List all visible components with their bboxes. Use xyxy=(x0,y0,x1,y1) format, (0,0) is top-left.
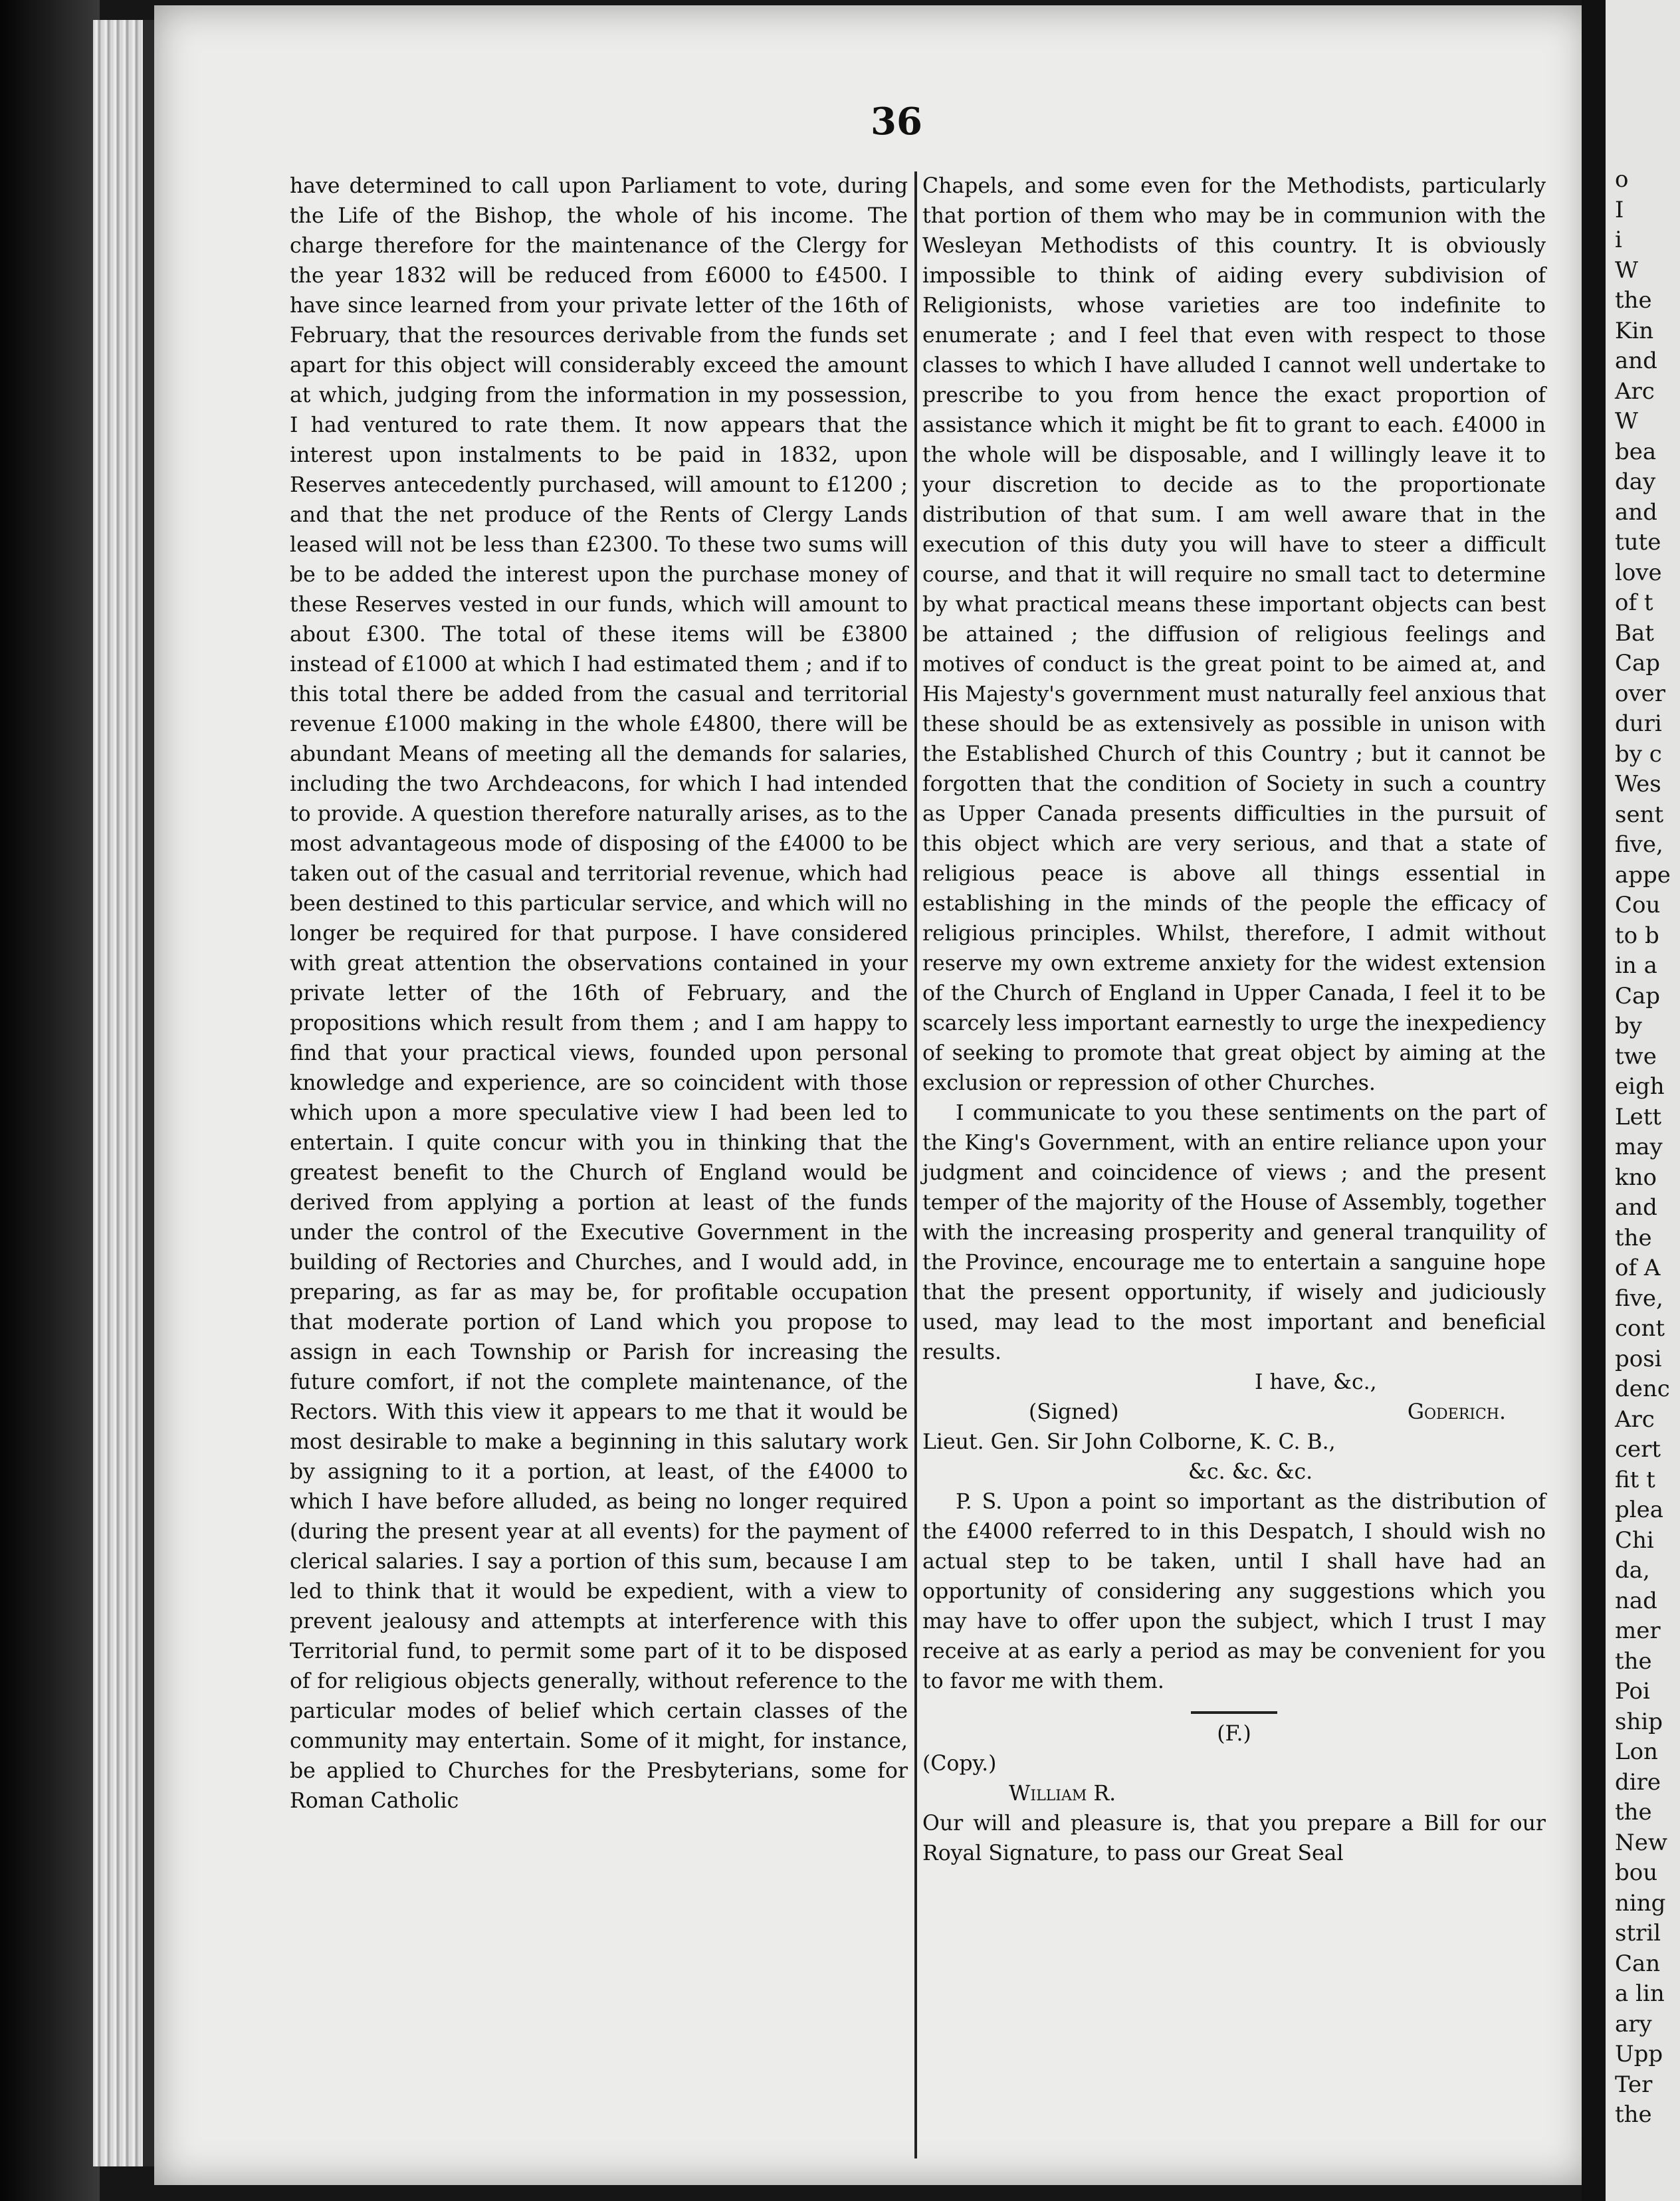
adjacent-page-text: love xyxy=(1615,559,1662,586)
addressee-line-2: &c. &c. &c. xyxy=(1188,1460,1313,1484)
adjacent-page-text: sent xyxy=(1615,801,1664,828)
adjacent-page-text: the xyxy=(1615,1224,1652,1251)
signature-row xyxy=(922,1398,1546,1427)
adjacent-page-text: Can xyxy=(1615,1950,1661,1977)
adjacent-page-text: Cou xyxy=(1615,892,1661,918)
signed-label: (Signed) xyxy=(1029,1400,1119,1424)
signatory-name: Goderich. xyxy=(1407,1400,1506,1424)
section-separator xyxy=(1191,1711,1277,1714)
adjacent-page-text: bou xyxy=(1615,1859,1658,1886)
adjacent-page-text: W xyxy=(1615,257,1638,284)
adjacent-page-text: i xyxy=(1615,227,1622,253)
adjacent-page-text: to b xyxy=(1615,922,1659,949)
adjacent-page-text: cont xyxy=(1615,1315,1665,1342)
adjacent-page-text: nad xyxy=(1615,1587,1657,1614)
spine-shadow xyxy=(143,20,155,2166)
adjacent-page-text: Upp xyxy=(1615,2041,1663,2067)
adjacent-page-text: may xyxy=(1615,1134,1663,1160)
adjacent-page-text: W xyxy=(1615,408,1638,435)
adjacent-page-text: eigh xyxy=(1615,1073,1665,1100)
adjacent-page-text: cert xyxy=(1615,1436,1661,1463)
adjacent-page-text: stril xyxy=(1615,1920,1661,1946)
adjacent-page-text: of t xyxy=(1615,589,1653,616)
addressee-line-1: Lieut. Gen. Sir John Colborne, K. C. B., xyxy=(922,1430,1336,1454)
king-signature: William R. xyxy=(1009,1782,1116,1806)
adjacent-page-text: mer xyxy=(1615,1618,1661,1644)
adjacent-page-text: of A xyxy=(1615,1255,1661,1281)
adjacent-page-text: Bat xyxy=(1615,619,1654,647)
final-paragraph: Our will and pleasure is, that you prepare a Bill for our Royal Signature, to pass our Great Seal xyxy=(922,1812,1546,1865)
adjacent-page-text: over xyxy=(1615,680,1666,707)
adjacent-page-text: in a xyxy=(1615,952,1657,979)
postscript: P. S. Upon a point so important as the distribution of the £4000 referred to in this Despatch, I should wish no actual step to be taken, until I shall have had an opportunity of considering any suggestions which you may have to offer upon the subject, which I trust I may receive at as early a period as may be convenient for you to favor me with them. xyxy=(922,1490,1546,1693)
adjacent-page-text: I xyxy=(1615,196,1624,223)
adjacent-page-text: posi xyxy=(1615,1345,1662,1372)
adjacent-page-text: Arc xyxy=(1615,1406,1655,1433)
adjacent-page-text: Arc xyxy=(1615,377,1655,405)
right-column xyxy=(922,171,1546,1869)
right-paragraph-1: Chapels, and some even for the Methodists, particularly that portion of them who may be in communion with the Wesleyan Methodists of this country. It is obviously impossible to think of aiding every subdivision of Religionists, whose varieties are too indefinite to enumerate ; and I feel that even with respect to those classes to which I have alluded I cannot well undertake to prescribe to you from hence the exact proportion of assistance which it might be fit to grant to each. £4000 in the whole will be disposable, and I willingly leave it to your discretion to decide as to the proportionate distribution of that sum. I am well aware that in the execution of this duty you will have to steer a difficult course, and that it will require no small tact to determine by what practical means these important objects can best be attained ; the diffusion of religious feelings and motives of conduct is the great point to be aimed at, and His Majesty's government must naturally feel anxious that these should be as extensively as possible in unison with the Established Church of this Country ; but it cannot be forgotten that the condition of Society in such a country as Upper Canada presents difficulties in the pursuit of this object which are very serious, and that a state of religious peace is above all things essential in establishing in the minds of the people the efficacy of religious principles. Whilst, therefore, I admit without reserve my own extreme anxiety for the widest extension of the Church of England in Upper Canada, I feel it to be scarcely less important earnestly to urge the inexpediency of seeking to promote that great object by aiming at the exclusion or repression of other Churches. xyxy=(922,174,1546,1095)
left-column xyxy=(290,171,908,1816)
adjacent-page-text: by c xyxy=(1615,740,1662,768)
adjacent-page-text: and xyxy=(1615,348,1657,374)
adjacent-page-text: tute xyxy=(1615,529,1661,556)
adjacent-page-text: Kin xyxy=(1615,317,1654,344)
adjacent-page-text: Chi xyxy=(1615,1526,1654,1554)
section-label: (F.) xyxy=(1217,1722,1251,1746)
adjacent-page-text: twe xyxy=(1615,1043,1657,1070)
adjacent-page-text: Cap xyxy=(1615,650,1661,677)
left-paragraph: have determined to call upon Parliament to vote, during the Life of the Bishop, the whole of his income. The charge therefore for the maintenance of the Clergy for the year 1832 will be reduced from £6000 to £4500. I have since learned from your private letter of the 16th of February, that the resources derivable from the funds set apart for this object will considerably exceed the amount at which, judging from the information in my possession, I had ventured to rate them. It now appears that the interest upon instalments to be paid in 1832, upon Reserves antecedently purchased, will amount to £1200 ; and that the net produce of the Rents of Clergy Lands leased will not be less than £2300. To these two sums will be to be added the interest upon the purchase money of these Reserves vested in our funds, which will amount to about £300. The total of these items will be £3800 instead of £1000 at which I had estimated them ; and if to this total there be added from the casual and territorial revenue £1000 making in the whole £4800, there will be abundant Means of meeting all the demands for salaries, including the two Archdeacons, for which I had intended to provide. A question therefore naturally arises, as to the most advantageous mode of disposing of the £4000 to be taken out of the casual and territorial revenue, which had been destined to this particular service, and which will no longer be required for that purpose. I have considered with great attention the observations contained in your private letter of the 16th of February, and the propositions which result from them ; and I am happy to find that your practical views, founded upon personal knowledge and experience, are so coincident with those which upon a more speculative view I had been led to entertain. I quite concur with you in thinking that the greatest benefit to the Church of England would be derived from applying a portion at least of the funds under the control of the Executive Government in the building of Rectories and Churches, and I would add, in preparing, as far as may be, for profitable occupation that moderate portion of Land which you propose to assign in each Township or Parish for increasing the future comfort, if not the complete maintenance, of the Rectors. With this view it appears to me that it would be most desirable to make a beginning in this salutary work by assigning to it a portion, at least, of the £4000 to which I have before alluded, as being no longer required (during the present year at all events) for the payment of clerical salaries. I say a portion of this sum, because I am led to think that it would be expedient, with a view to prevent jealousy and attempts at interference with this Territorial fund, to permit some part of it to be disposed of for religious objects generally, without reference to the particular modes of belief which certain classes of the community may entertain. Some of it might, for instance, be applied to Churches for the Presbyterians, some for Roman Catholic xyxy=(290,174,908,1813)
closing-salutation: I have, &c., xyxy=(1255,1370,1377,1394)
adjacent-page-text: day xyxy=(1615,469,1656,495)
adjacent-page-text: da, xyxy=(1615,1557,1650,1584)
adjacent-page-text: o xyxy=(1615,166,1629,193)
adjacent-page-text: appe xyxy=(1615,861,1671,889)
adjacent-page-text: Lett xyxy=(1615,1103,1662,1130)
book-binding xyxy=(0,0,100,2201)
adjacent-page-text: five, xyxy=(1615,1285,1663,1312)
adjacent-page-text: Ter xyxy=(1615,2071,1653,2098)
page-number: 36 xyxy=(871,100,922,144)
adjacent-page-text: kno xyxy=(1615,1164,1657,1191)
adjacent-page-text: ning xyxy=(1615,1889,1666,1917)
adjacent-page-text: and xyxy=(1615,498,1657,526)
adjacent-page-text: the xyxy=(1615,1647,1652,1675)
adjacent-page-text: and xyxy=(1615,1194,1657,1221)
page-gutter xyxy=(1582,0,1606,2201)
adjacent-page-text: a lin xyxy=(1615,1980,1665,2007)
adjacent-page-text: Poi xyxy=(1615,1678,1650,1705)
adjacent-page-text: Lon xyxy=(1615,1738,1658,1765)
adjacent-page-text: by xyxy=(1615,1013,1642,1039)
adjacent-page-text: the xyxy=(1615,1799,1652,1826)
adjacent-page-text: ship xyxy=(1615,1708,1663,1735)
adjacent-page-text: New xyxy=(1615,1829,1667,1856)
adjacent-page-text: duri xyxy=(1615,710,1662,737)
adjacent-page-text: denc xyxy=(1615,1376,1670,1402)
adjacent-page-text: the xyxy=(1615,287,1652,314)
adjacent-page-text: bea xyxy=(1615,438,1657,465)
adjacent-page-text: Cap xyxy=(1615,982,1661,1009)
adjacent-page-text: Wes xyxy=(1615,771,1661,797)
adjacent-page-text: the xyxy=(1615,2101,1652,2128)
copy-label: (Copy.) xyxy=(922,1752,997,1776)
adjacent-page-text: dire xyxy=(1615,1768,1661,1796)
adjacent-page-fragment xyxy=(1606,0,1680,2201)
column-divider xyxy=(914,171,917,2158)
adjacent-page-text: plea xyxy=(1615,1497,1664,1523)
adjacent-page-text: ary xyxy=(1615,2010,1652,2038)
adjacent-page-text: five, xyxy=(1615,831,1663,858)
right-paragraph-2: I communicate to you these sentiments on the part of the King's Government, with an entire reliance upon your judgment and coincidence of views ; and the present temper of the majority of the House of Assembly, together with the increasing prosperity and general tranquility of the Province, encourage me to entertain a sanguine hope that the present opportunity, if wisely and judiciously used, may lead to the most important and beneficial results. xyxy=(922,1101,1546,1364)
adjacent-page-text: fit t xyxy=(1615,1466,1655,1493)
